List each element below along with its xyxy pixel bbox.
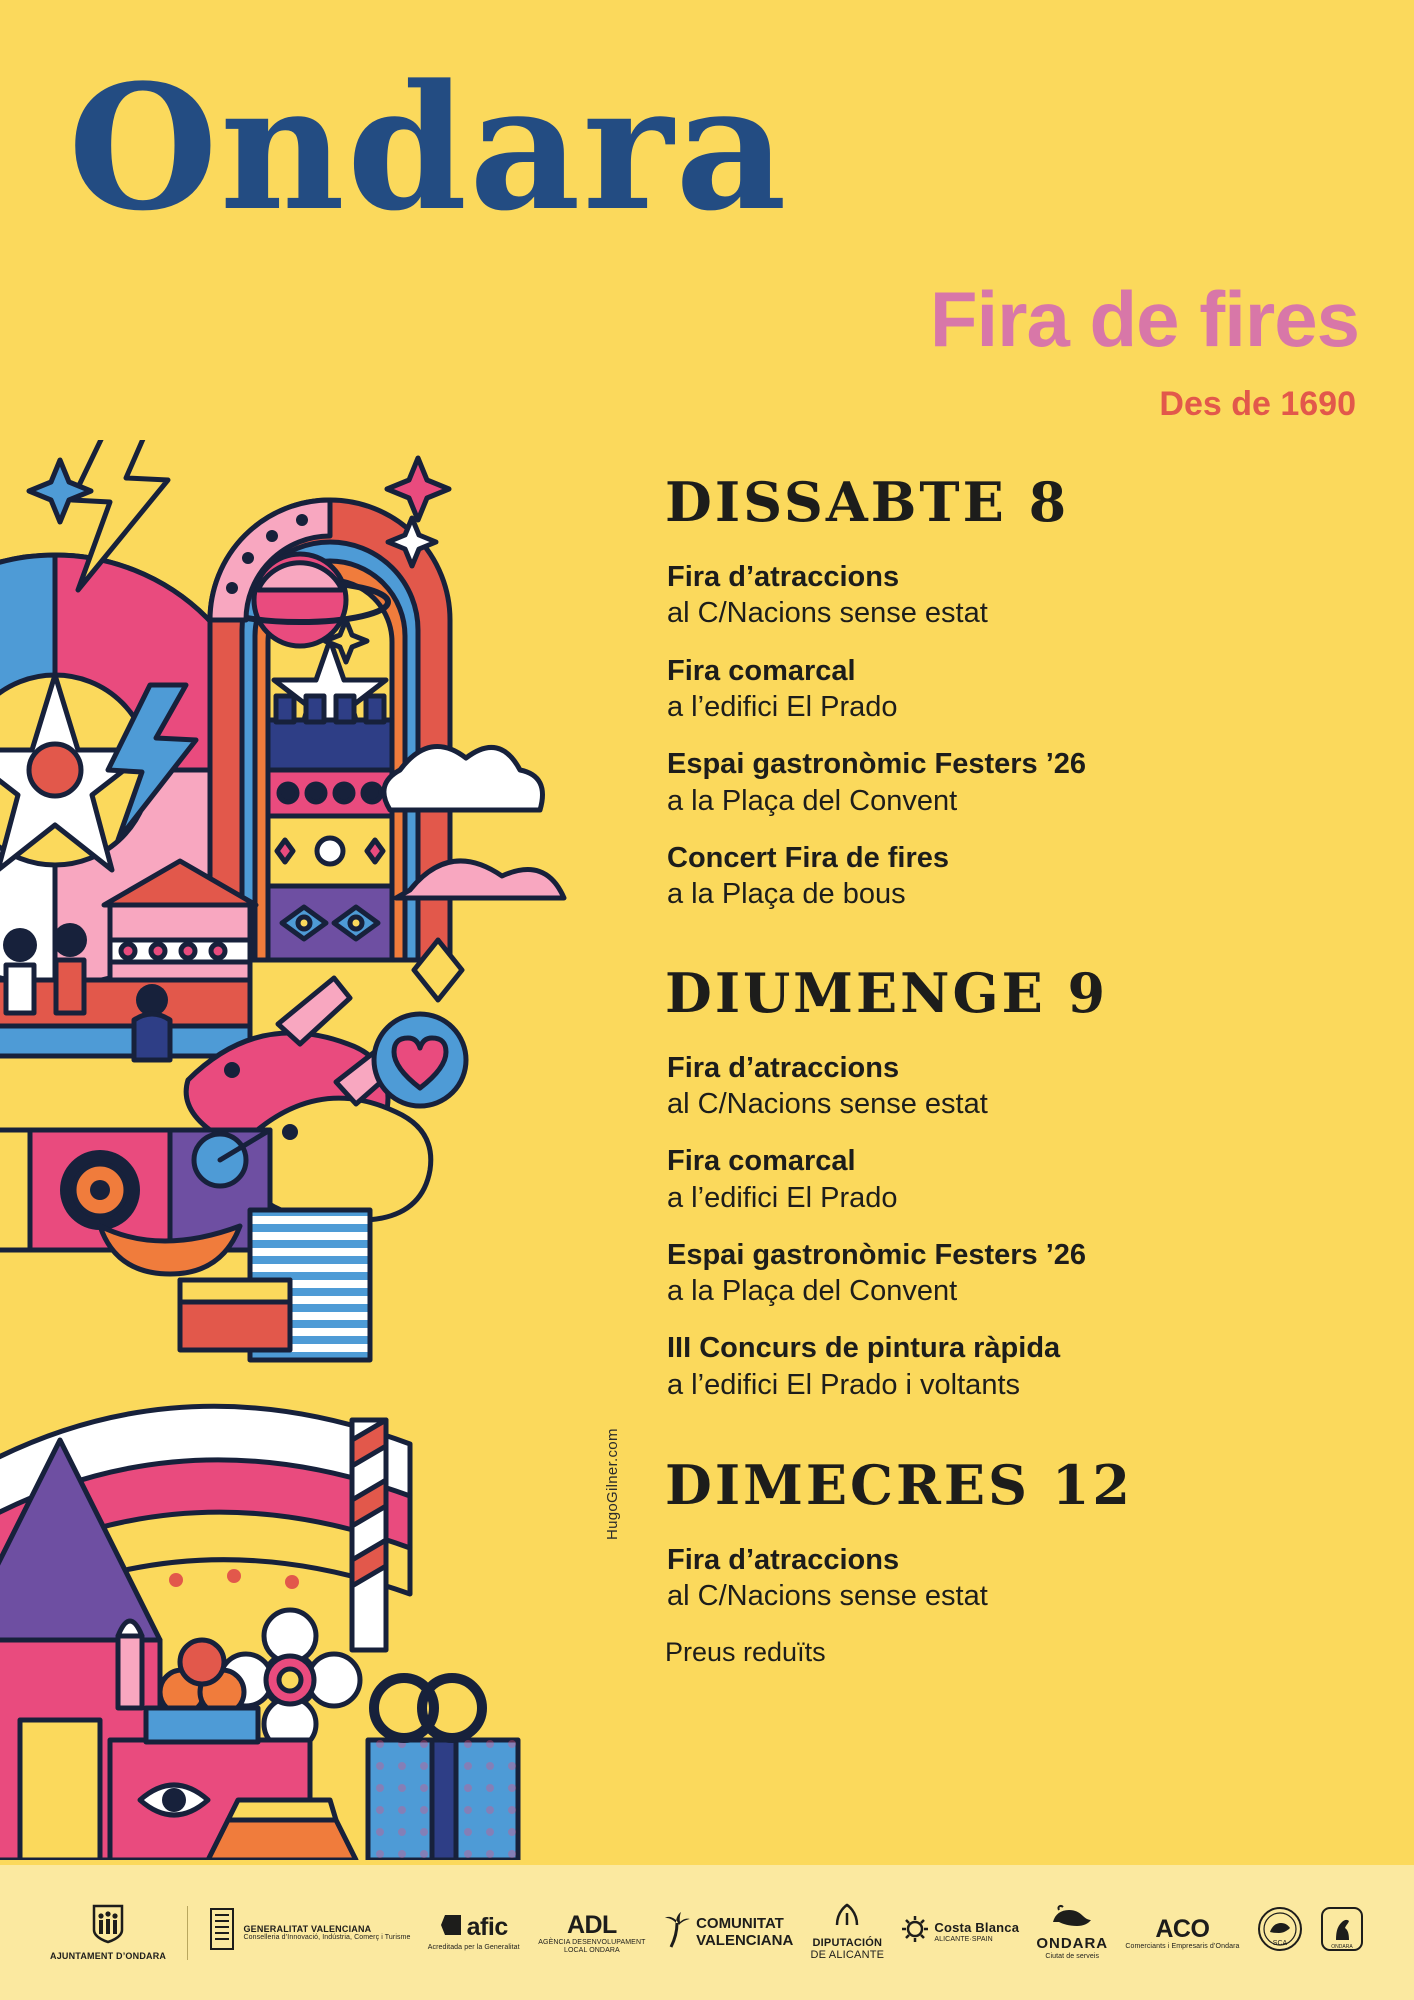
event-item (665, 654, 1365, 726)
event-item (665, 1331, 1365, 1403)
event-place: a la Plaça del Convent (667, 1275, 958, 1308)
event-item (665, 1238, 1365, 1310)
event-item (665, 560, 1365, 632)
event-title: Concert Fira de fires (667, 841, 950, 874)
illustration-svg (0, 440, 620, 1860)
logo-societat-canina-ondara (1257, 1906, 1303, 1960)
event-place: a la Plaça del Convent (667, 784, 958, 817)
event-place: al C/Nacions sense estat (667, 1087, 988, 1120)
logo-adl-ondara (537, 1911, 647, 1955)
event-item (665, 747, 1365, 819)
logo-generalitat-valenciana (209, 1907, 410, 1959)
logo-sublabel: DE ALICANTE (810, 1949, 885, 1962)
logo-label: DIPUTACIÓN (812, 1937, 883, 1950)
event-place: a l’edifici El Prado (667, 1181, 898, 1214)
logo-label: ADL (566, 1910, 617, 1939)
event-item (665, 1144, 1365, 1216)
logo-label: Costa Blanca (934, 1920, 1020, 1936)
logo-label: ONDARA (1036, 1935, 1109, 1953)
fira-illustration (0, 440, 620, 1860)
page-subtitle: Fira de fires (929, 275, 1359, 363)
bull-icon (1049, 1904, 1095, 1933)
logo-afic (428, 1913, 520, 1952)
poster-header (0, 0, 1414, 450)
event-title: Fira comarcal (667, 654, 856, 687)
event-title: Espai gastronòmic Festers ’26 (667, 1238, 1087, 1271)
page-title: Ondara (68, 46, 789, 249)
event-item (665, 1051, 1365, 1123)
program-schedule (665, 470, 1365, 1668)
divider (187, 1906, 188, 1960)
dog-seal-icon (1257, 1906, 1303, 1957)
artwork-credit: HugoGilner.com (604, 1428, 621, 1540)
svg-text:SCA: SCA (1272, 1939, 1287, 1947)
logo-comunitat-valenciana (664, 1909, 793, 1957)
event-title: Fira comarcal (667, 1145, 856, 1178)
event-place: a la Plaça de bous (667, 878, 906, 911)
day-heading-sunday: DIUMENGE 9 (665, 960, 1109, 1025)
afic-arrow-icon (440, 1914, 462, 1941)
logo-ondara-ciutat-de-serveis (1036, 1904, 1108, 1961)
event-item (665, 841, 1365, 913)
event-place: a l’edifici El Prado i voltants (667, 1368, 1020, 1401)
since-label: Des de 1690 (1159, 385, 1356, 423)
event-place: al C/Nacions sense estat (667, 597, 988, 630)
event-place: al C/Nacions sense estat (667, 1580, 988, 1613)
logo-sublabel: Comerciants i Empresaris d’Ondara (1125, 1942, 1240, 1950)
event-item (665, 1543, 1365, 1615)
logo-sublabel: Acreditada per la Generalitat (427, 1944, 520, 1952)
svg-text:ONDARA: ONDARA (1331, 1943, 1353, 1950)
logo-label: ACO (1155, 1914, 1210, 1943)
day-heading-wednesday: DIMECRES 12 (665, 1453, 1133, 1517)
logo-label: AJUNTAMENT D’ONDARA (50, 1951, 167, 1962)
sun-icon (901, 1915, 929, 1948)
logo-sublabel: VALENCIANA (696, 1931, 794, 1949)
event-place: a l’edifici El Prado (667, 691, 898, 723)
logo-label: afic (466, 1913, 508, 1942)
shield-icon (91, 1904, 125, 1949)
logo-ajuntament-ondara (50, 1904, 166, 1962)
logo-sublabel: ALICANTE·SPAIN (934, 1935, 993, 1943)
generalitat-crest-icon (209, 1907, 235, 1956)
logo-sublabel: Conselleria d’Innovació, Indústria, Comerç i Turisme (243, 1933, 411, 1941)
logo-diputacion-alicante (810, 1903, 884, 1962)
logo-sublabel: Ciutat de serveis (1045, 1952, 1100, 1960)
event-title: Fira d’atraccions (667, 1544, 900, 1576)
logo-label: COMUNITAT (696, 1914, 784, 1932)
logo-sublabel: AGÈNCIA DESENVOLUPAMENT LOCAL ONDARA (538, 1938, 646, 1954)
logo-aco (1125, 1915, 1239, 1951)
diputacion-emblem-icon (833, 1903, 861, 1934)
price-note: Preus reduïts (665, 1636, 826, 1667)
event-title: Fira d’atraccions (667, 561, 900, 593)
palm-tree-icon (664, 1909, 690, 1954)
event-title: Fira d’atraccions (667, 1051, 900, 1084)
event-title: Espai gastronòmic Festers ’26 (667, 748, 1087, 781)
logo-costa-blanca (901, 1915, 1019, 1951)
event-title: III Concurs de pintura ràpida (667, 1332, 1061, 1365)
logo-centre-cavallista-ondara (1320, 1906, 1364, 1960)
sponsor-logo-bar (0, 1865, 1414, 2000)
day-heading-saturday: DISSABTE 8 (665, 470, 1070, 534)
logo-label: GENERALITAT VALENCIANA (243, 1923, 372, 1934)
horse-seal-icon (1320, 1906, 1364, 1957)
